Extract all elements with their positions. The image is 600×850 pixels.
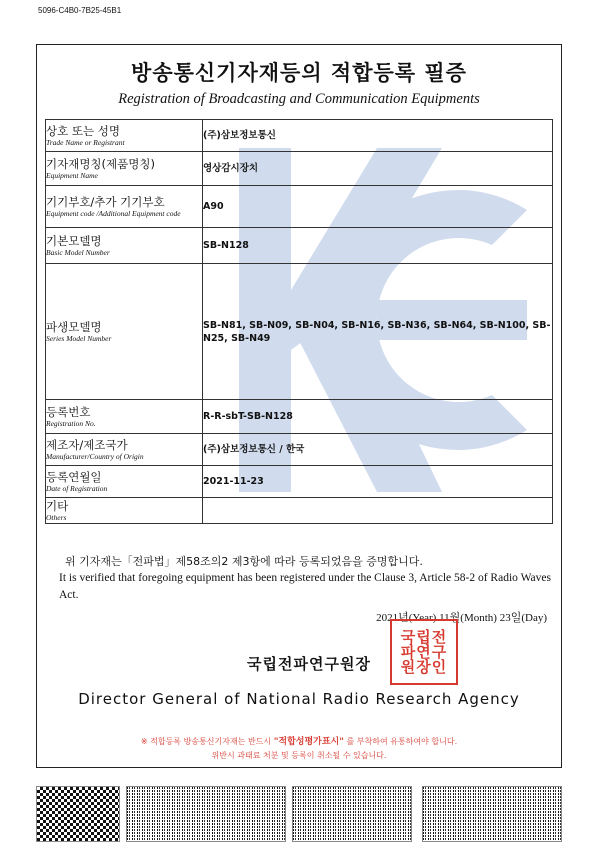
table-row xyxy=(46,186,553,228)
official-seal-stamp xyxy=(390,619,458,685)
label-cell xyxy=(46,152,203,186)
notice-prefix: ※ 적합등록 방송통신기자재는 반드시 xyxy=(140,737,272,746)
table-row xyxy=(46,498,553,524)
trade-name-label: 상호 또는 성명 xyxy=(46,123,120,138)
trade-name-value: (주)삼보정보통신 xyxy=(203,120,553,152)
registration-no-label: 등록번호 xyxy=(46,404,91,419)
label-cell xyxy=(46,264,203,400)
table-row xyxy=(46,466,553,498)
document-id: 5096-C4B0-7B25-45B1 xyxy=(38,6,122,15)
registration-date-label: 등록연월일 xyxy=(46,469,102,484)
table-row xyxy=(46,400,553,434)
table-row xyxy=(46,264,553,400)
label-cell xyxy=(46,466,203,498)
director-title-korean: 국립전파연구원장 xyxy=(247,655,371,673)
seal-line: 파연구 xyxy=(400,642,448,661)
seal-line: 원장인 xyxy=(400,657,448,676)
registration-date-value: 2021-11-23 xyxy=(203,466,553,498)
compliance-notice xyxy=(37,735,561,763)
manufacturer-label-en: Manufacturer/Country of Origin xyxy=(46,451,144,461)
2d-barcode-3 xyxy=(292,786,412,842)
certificate-frame xyxy=(36,44,562,768)
equipment-name-label: 기자재명칭(제품명칭) xyxy=(46,156,155,171)
notice-suffix: 를 부착하여 유통하여야 합니다. xyxy=(346,737,458,746)
label-cell xyxy=(46,400,203,434)
table-row xyxy=(46,120,553,152)
label-cell xyxy=(46,228,203,264)
registration-no-value: R-R-sbT-SB-N128 xyxy=(203,400,553,434)
equipment-code-label-en: Equipment code /Additional Equipment code xyxy=(46,208,181,218)
others-label: 기타 xyxy=(46,498,69,513)
2d-barcode-2 xyxy=(126,786,286,842)
label-cell xyxy=(46,498,203,524)
basic-model-label: 기본모델명 xyxy=(46,233,102,248)
equipment-code-value: A90 xyxy=(203,186,553,228)
label-cell xyxy=(46,186,203,228)
statement-korean: 위 기자재는「전파법」제58조의2 제3항에 따라 등록되었음을 증명합니다. xyxy=(65,555,423,568)
manufacturer-label: 제조자/제조국가 xyxy=(46,437,128,452)
director-title-english: Director General of National Radio Research Agency xyxy=(78,690,520,708)
registration-date-label-en: Date of Registration xyxy=(46,483,108,493)
title-korean: 방송통신기자재등의 적합등록 필증 xyxy=(131,61,467,85)
notice-emphasis: "적합성평가표시" xyxy=(273,737,344,747)
registration-no-label-en: Registration No. xyxy=(46,418,96,428)
table-row xyxy=(46,228,553,264)
seal-line: 국립전 xyxy=(400,627,448,646)
title-english: Registration of Broadcasting and Communication Equipments xyxy=(118,91,480,107)
others-label-en: Others xyxy=(46,512,67,522)
basic-model-value: SB-N128 xyxy=(203,228,553,264)
series-model-value: SB-N81, SB-N09, SB-N04, SB-N16, SB-N36, SB-N64, SB-N100, SB-N25, SB-N49 xyxy=(203,264,553,400)
2d-barcode-1 xyxy=(36,786,120,842)
equipment-code-label: 기기부호/추가 기기부호 xyxy=(46,194,165,209)
manufacturer-value: (주)삼보정보통신 / 한국 xyxy=(203,434,553,466)
equipment-name-label-en: Equipment Name xyxy=(46,170,98,180)
label-cell xyxy=(46,120,203,152)
registration-table xyxy=(45,119,553,524)
label-cell xyxy=(46,434,203,466)
table-row xyxy=(46,152,553,186)
basic-model-label-en: Basic Model Number xyxy=(46,247,110,257)
statement-english: It is verified that foregoing equipment has been registered under the Clause 3, Article 58-2 of Radio Waves Act. xyxy=(59,572,551,601)
others-value xyxy=(203,498,553,524)
notice-line-2: 위반시 과태료 처분 및 등록이 취소될 수 있습니다. xyxy=(211,751,387,760)
equipment-name-value: 영상감시장치 xyxy=(203,152,553,186)
notice-line-1 xyxy=(37,735,561,749)
table-row xyxy=(46,434,553,466)
series-model-label-en: Series Model Number xyxy=(46,333,112,343)
2d-barcode-4 xyxy=(422,786,562,842)
issue-date: 2021년(Year) 11월(Month) 23일(Day) xyxy=(376,612,547,624)
trade-name-label-en: Trade Name or Registrant xyxy=(46,137,125,147)
series-model-label: 파생모델명 xyxy=(46,319,102,334)
